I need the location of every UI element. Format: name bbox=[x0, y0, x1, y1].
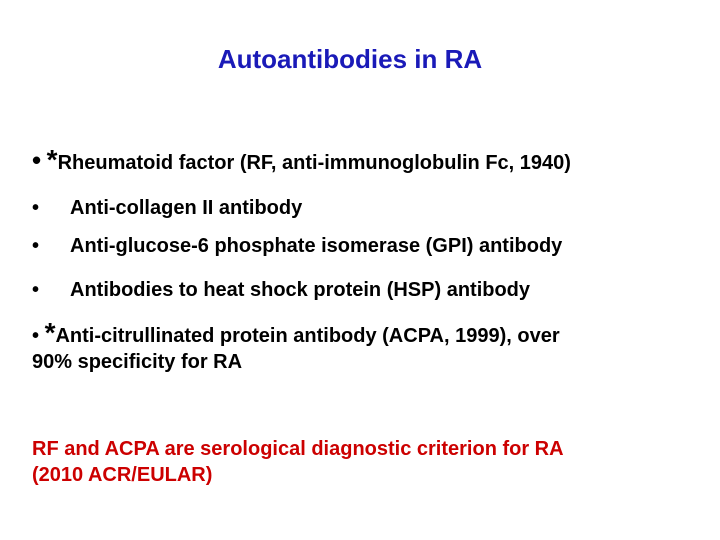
bullet-dot: • bbox=[32, 325, 40, 347]
bullet-anti-gpi bbox=[32, 234, 562, 258]
slide-title: Autoantibodies in RA bbox=[217, 44, 483, 74]
bullet-text: Anti-glucose-6 phosphate isomerase (GPI) antibody bbox=[70, 235, 563, 257]
bullet-acpa-line2: 90% specificity for RA bbox=[32, 351, 243, 373]
bullet-hsp bbox=[32, 278, 530, 302]
bullet-dot: • bbox=[32, 197, 40, 219]
diagnostic-note-line2: (2010 ACR/EULAR) bbox=[32, 464, 213, 486]
bullet-text: Anti-citrullinated protein antibody (ACPA, 1999), over bbox=[55, 325, 560, 347]
bullet-text: Rheumatoid factor (RF, anti-immunoglobulin Fc, 1940) bbox=[57, 152, 571, 174]
diagnostic-note bbox=[32, 436, 692, 488]
bullet-dot: • bbox=[32, 279, 40, 301]
bullet-dot: • bbox=[32, 235, 40, 257]
bullet-anti-collagen bbox=[32, 196, 302, 220]
bullet-text: Antibodies to heat shock protein (HSP) antibody bbox=[70, 279, 531, 301]
star-marker: * bbox=[46, 144, 58, 175]
bullet-acpa-line1 bbox=[32, 317, 692, 349]
bullet-text: Anti-collagen II antibody bbox=[70, 197, 303, 219]
bullet-rheumatoid-factor bbox=[32, 144, 571, 175]
bullet-dot: • bbox=[32, 145, 42, 175]
star-marker: * bbox=[44, 317, 56, 348]
diagnostic-note-line1: RF and ACPA are serological diagnostic criterion for RA bbox=[32, 438, 564, 460]
bullet-acpa bbox=[32, 317, 692, 375]
